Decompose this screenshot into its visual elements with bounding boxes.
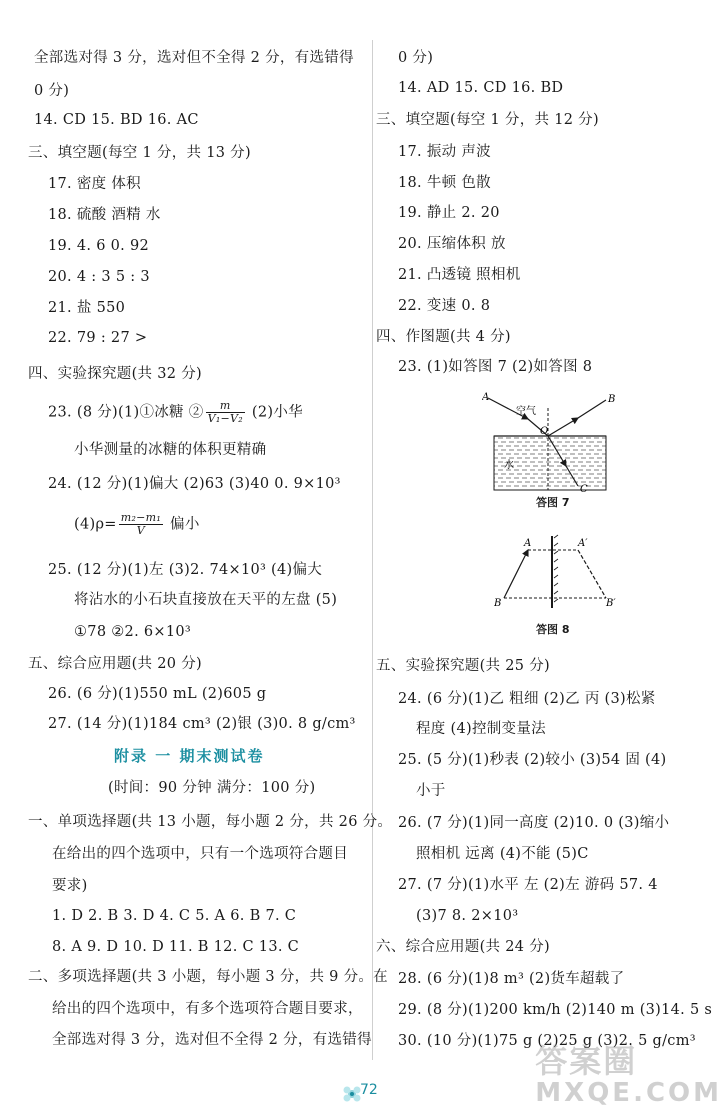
- fig7-label-water: 水: [504, 460, 514, 471]
- left-answer-23: [48, 400, 303, 425]
- fig8-label-a: A: [524, 538, 532, 549]
- mirror-hatching: [554, 535, 558, 602]
- figure-8-diagram: [494, 534, 620, 614]
- right-answer-26-b: 照相机 远离 (4)不能 (5)C: [416, 846, 589, 862]
- left-answer-24-b: [74, 512, 200, 537]
- right-answer-29: 29. (8 分)(1)200 km/h (2)140 m (3)14. 5 s: [398, 1002, 713, 1018]
- fig7-label-b: B: [608, 394, 616, 405]
- right-answer-22: 22. 变速 0. 8: [398, 298, 491, 314]
- fig7-label-c: C: [580, 484, 588, 495]
- right-section-5-heading: 五、实验探究题(共 25 分): [376, 658, 550, 674]
- reflected-ray-a: [548, 418, 578, 436]
- right-answer-24-b: 程度 (4)控制变量法: [416, 721, 546, 737]
- right-section-6-heading: 六、综合应用题(共 24 分): [376, 939, 550, 955]
- page-number-badge: [340, 1078, 388, 1106]
- left-answer-26: 26. (6 分)(1)550 mL (2)605 g: [48, 686, 267, 702]
- right-answer-21: 21. 凸透镜 照相机: [398, 267, 521, 283]
- fig7-label-a: A: [482, 392, 490, 403]
- figure-7-diagram: [482, 388, 622, 498]
- fraction-numerator: m: [206, 400, 245, 413]
- fig8-label-a2: A′: [578, 538, 588, 549]
- figure-7-caption: 答图 7: [536, 496, 570, 509]
- left-section-1-heading-cont: 在给出的四个选项中，只有一个选项符合题目: [52, 846, 348, 862]
- fig8-label-b2: B′: [606, 598, 616, 609]
- watermark: [535, 1036, 722, 1108]
- answer-24-suffix: 偏小: [165, 516, 200, 533]
- left-section-1-heading: 一、单项选择题(共 13 小题，每小题 2 分，共 26 分。: [28, 814, 393, 830]
- right-answer-18: 18. 牛顿 色散: [398, 175, 491, 191]
- page-number: 72: [360, 1082, 378, 1098]
- left-answers-1-7: 1. D 2. B 3. D 4. C 5. A 6. B 7. C: [52, 908, 297, 924]
- fraction-denominator: V₁−V₂: [207, 412, 244, 425]
- fraction-denominator: V: [136, 524, 146, 537]
- left-answers-8-13: 8. A 9. D 10. D 11. B 12. C 13. C: [52, 939, 300, 955]
- left-answers-14-16: 14. CD 15. BD 16. AC: [34, 112, 199, 128]
- right-answer-17: 17. 振动 声波: [398, 144, 491, 160]
- fraction-numerator: m₂−m₁: [120, 511, 162, 524]
- watermark-en: MXQE.COM: [535, 1078, 722, 1108]
- image-a2b2: [578, 550, 606, 598]
- left-section-2-heading-cont: 给出的四个选项中，有多个选项符合题目要求，: [52, 1001, 363, 1017]
- right-section-3-heading: 三、填空题(每空 1 分，共 12 分): [376, 112, 599, 128]
- left-section-5-heading: 五、综合应用题(共 20 分): [28, 656, 202, 672]
- left-line-1: 全部选对得 3 分，选对但不全得 2 分，有选错得: [34, 50, 354, 66]
- fig7-label-o: O: [540, 426, 549, 437]
- left-line-2: 0 分): [34, 83, 70, 99]
- fig7-label-air: 空气: [516, 406, 536, 417]
- left-answer-19: 19. 4. 6 0. 92: [48, 238, 150, 254]
- object-ab: [504, 550, 528, 598]
- right-line-1: 0 分): [398, 50, 434, 66]
- answer-23-prefix: 23. (8 分)(1)①冰糖 ②: [48, 404, 204, 421]
- right-answer-24: 24. (6 分)(1)乙 粗细 (2)乙 丙 (3)松紧: [398, 691, 656, 707]
- left-answer-25-b: 将沾水的小石块直接放在天平的左盘 (5): [74, 592, 338, 608]
- left-answer-17: 17. 密度 体积: [48, 176, 141, 192]
- right-answer-23: 23. (1)如答图 7 (2)如答图 8: [398, 359, 593, 375]
- right-answer-30: 30. (10 分)(1)75 g (2)25 g (3)2. 5 g/cm³: [398, 1033, 696, 1049]
- appendix-time: (时间：90 分钟 满分：100 分): [108, 780, 316, 796]
- right-answer-25-b: 小于: [416, 783, 446, 799]
- left-section-1-heading-end: 要求): [52, 878, 88, 894]
- figure-8-caption: 答图 8: [536, 623, 570, 636]
- right-answers-14-16: 14. AD 15. CD 16. BD: [398, 80, 564, 96]
- left-section-4-heading: 四、实验探究题(共 32 分): [28, 366, 202, 382]
- left-answer-22: 22. 79 : 27 >: [48, 330, 148, 346]
- reflected-ray-b: [578, 400, 606, 418]
- column-divider: [372, 40, 373, 1060]
- left-section-2-heading: 二、多项选择题(共 3 小题，每小题 3 分，共 9 分。在: [28, 969, 388, 985]
- right-answer-27-b: (3)7 8. 2×10³: [416, 908, 519, 924]
- fig8-label-b: B: [494, 598, 502, 609]
- left-answer-24: 24. (12 分)(1)偏大 (2)63 (3)40 0. 9×10³: [48, 476, 341, 492]
- left-answer-20: 20. 4 : 3 5 : 3: [48, 269, 150, 285]
- left-answer-25: 25. (12 分)(1)左 (3)2. 74×10³ (4)偏大: [48, 562, 323, 578]
- left-section-2-heading-end: 全部选对得 3 分，选对但不全得 2 分，有选错得: [52, 1032, 372, 1048]
- right-answer-25: 25. (5 分)(1)秒表 (2)较小 (3)54 固 (4): [398, 752, 667, 768]
- answer-23-suffix: (2)小华: [247, 404, 303, 421]
- answer-23-fraction: [206, 400, 245, 425]
- answer-24-rho: (4)ρ=: [74, 516, 117, 533]
- left-answer-23-cont: 小华测量的冰糖的体积更精确: [74, 442, 267, 458]
- right-section-4-heading: 四、作图题(共 4 分): [376, 329, 511, 345]
- right-answer-27: 27. (7 分)(1)水平 左 (2)左 游码 57. 4: [398, 877, 658, 893]
- left-answer-27: 27. (14 分)(1)184 cm³ (2)银 (3)0. 8 g/cm³: [48, 716, 356, 732]
- left-answer-21: 21. 盐 550: [48, 300, 126, 316]
- right-answer-20: 20. 压缩体积 放: [398, 236, 506, 252]
- appendix-title: 附录 一 期末测试卷: [114, 747, 265, 765]
- watermark-cn: 答案圈: [535, 1042, 638, 1080]
- right-answer-28: 28. (6 分)(1)8 m³ (2)货车超载了: [398, 971, 625, 987]
- left-answer-25-c: ①78 ②2. 6×10³: [74, 624, 192, 640]
- answer-24-fraction: [119, 512, 163, 537]
- right-answer-26: 26. (7 分)(1)同一高度 (2)10. 0 (3)缩小: [398, 815, 670, 831]
- left-answer-18: 18. 硫酸 酒精 水: [48, 207, 161, 223]
- right-answer-19: 19. 静止 2. 20: [398, 205, 500, 221]
- left-section-3-heading: 三、填空题(每空 1 分，共 13 分): [28, 145, 251, 161]
